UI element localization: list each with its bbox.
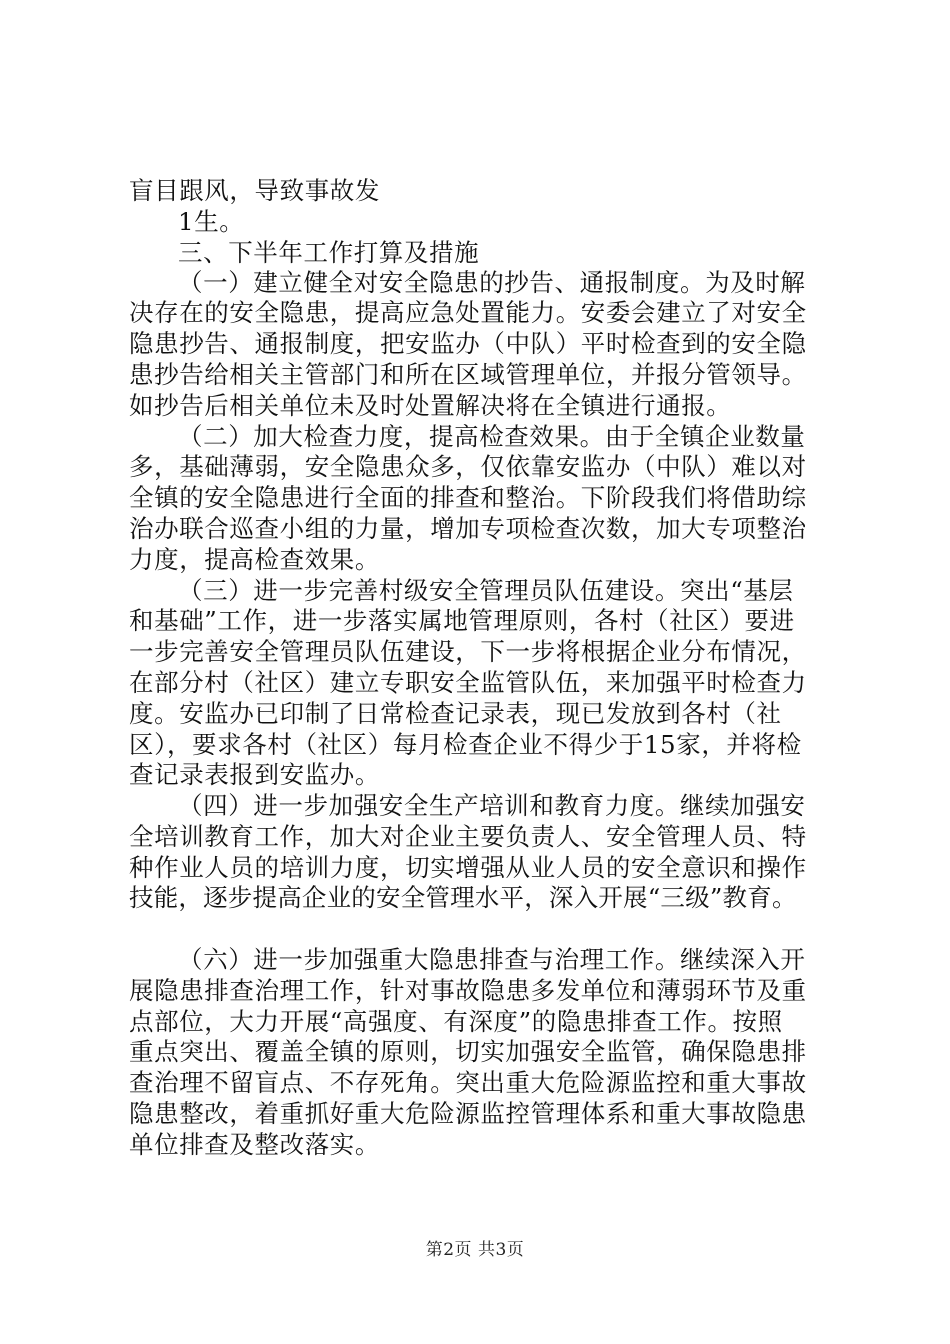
page-footer: 第2页 共3页 — [425, 1240, 525, 1260]
text-line: （四）进一步加强安全生产培训和教育力度。继续加强安 — [178, 791, 806, 820]
text-line: 隐患抄告、通报制度，把安监办（中队）平时检查到的安全隐 — [129, 329, 807, 358]
text-line: 度。安监办已印制了日常检查记录表，现已发放到各村（社 — [129, 699, 782, 728]
text-line: 力度，提高检查效果。 — [129, 545, 380, 574]
text-line: 种作业人员的培训力度，切实增强从业人员的安全意识和操作 — [129, 853, 807, 882]
text-line: （三）进一步完善村级安全管理员队伍建设。突出“基层 — [178, 576, 794, 605]
text-line: 全镇的安全隐患进行全面的排查和整治。下阶段我们将借助综 — [129, 483, 807, 512]
text-line: 如抄告后相关单位未及时处置解决将在全镇进行通报。 — [129, 391, 732, 420]
text-line: 隐患整改，着重抓好重大危险源监控管理体系和重大事故隐患 — [129, 1099, 807, 1128]
text-line: 患抄告给相关主管部门和所在区域管理单位，并报分管领导。 — [129, 360, 807, 389]
text-line: （六）进一步加强重大隐患排查与治理工作。继续深入开 — [178, 945, 806, 974]
text-line: 展隐患排查治理工作，针对事故隐患多发单位和薄弱环节及重 — [129, 976, 807, 1005]
text-line: 治办联合巡查小组的力量，增加专项检查次数，加大专项整治 — [129, 514, 807, 543]
text-line: 盲目跟风，导致事故发 — [129, 176, 380, 205]
text-line: （一）建立健全对安全隐患的抄告、通报制度。为及时解 — [178, 268, 806, 297]
text-line: 1生。 — [178, 207, 245, 236]
text-line: 全培训教育工作，加大对企业主要负责人、安全管理人员、特 — [129, 822, 807, 851]
text-line: 一步完善安全管理员队伍建设，下一步将根据企业分布情况， — [129, 637, 807, 666]
text-line: 查治理不留盲点、不存死角。突出重大危险源监控和重大事故 — [129, 1068, 807, 1097]
text-line: 单位排查及整改落实。 — [129, 1130, 380, 1159]
section-heading: 三、下半年工作打算及措施 — [178, 238, 480, 267]
text-line: （二）加大检查力度，提高检查效果。由于全镇企业数量 — [178, 422, 806, 451]
text-line: 多，基础薄弱，安全隐患众多，仅依靠安监办（中队）难以对 — [129, 452, 807, 481]
text-line: 查记录表报到安监办。 — [129, 760, 380, 789]
text-line: 决存在的安全隐患，提高应急处置能力。安委会建立了对安全 — [129, 298, 807, 327]
text-line: 在部分村（社区）建立专职安全监管队伍，来加强平时检查力 — [129, 668, 807, 697]
text-line: 重点突出、覆盖全镇的原则，切实加强安全监管，确保隐患排 — [129, 1037, 807, 1066]
text-line: 点部位，大力开展“高强度、有深度”的隐患排查工作。按照 — [129, 1007, 783, 1036]
text-line: 和基础”工作，进一步落实属地管理原则，各村（社区）要进 — [129, 606, 795, 635]
text-line: 技能，逐步提高企业的安全管理水平，深入开展“三级”教育。 — [129, 883, 797, 912]
text-line: 区），要求各村（社区）每月检查企业不得少于15家，并将检 — [129, 730, 802, 759]
